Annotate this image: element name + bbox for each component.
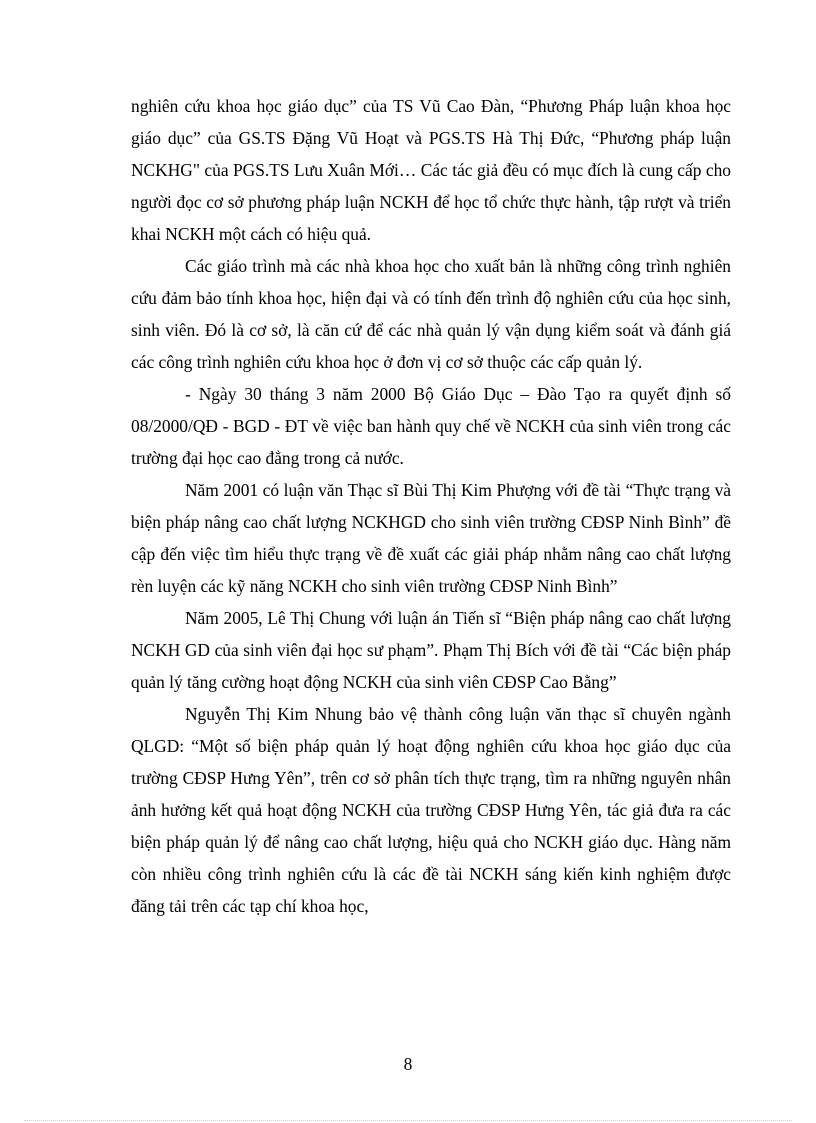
page-bottom-divider xyxy=(24,1120,792,1121)
paragraph-textbooks: Các giáo trình mà các nhà khoa học cho xuất bản là những công trình nghiên cứu đảm bảo tính khoa học, hiện đại và có tính đến trình độ nghiên cứu của học sinh, sinh viên. Đó là cơ sở, là căn cứ để các nhà quản lý vận dụng kiểm soát và đánh giá các công trình nghiên cứu khoa học ở đơn vị cơ sở thuộc các cấp quản lý. xyxy=(131,256,731,372)
page-number: 8 xyxy=(403,1054,413,1074)
paragraph-nguyen-thi-kim-nhung: Nguyễn Thị Kim Nhung bảo vệ thành công luận văn thạc sĩ chuyên ngành QLGD: “Một số biện pháp quản lý hoạt động nghiên cứu khoa học giáo dục của trường CĐSP Hưng Yên”, trên cơ sở phân tích thực trạng, tìm ra những nguyên nhân ảnh hưởng kết quả hoạt động NCKH của trường CĐSP Hưng Yên, tác giả đưa ra các biện pháp quản lý để nâng cao chất lượng, hiệu quả cho NCKH giáo dục. Hàng năm còn nhiều công trình nghiên cứu là các đề tài NCKH sáng kiến kinh nghiệm được đăng tải trên các tạp chí khoa học, xyxy=(131,704,731,916)
paragraph-thesis-2005: Năm 2005, Lê Thị Chung với luận án Tiến sĩ “Biện pháp nâng cao chất lượng NCKH GD của sinh viên đại học sư phạm”. Phạm Thị Bích với đề tài “Các biện pháp quản lý tăng cường hoạt động NCKH của sinh viên CĐSP Cao Bằng” xyxy=(131,608,731,692)
body-text xyxy=(131,90,731,922)
paragraph-decision-2000: - Ngày 30 tháng 3 năm 2000 Bộ Giáo Dục – Đào Tạo ra quyết định số 08/2000/QĐ - BGD - ĐT về việc ban hành quy chế về NCKH của sinh viên trong các trường đại học cao đẳng trong cả nước. xyxy=(131,384,731,468)
paragraph-continuation: nghiên cứu khoa học giáo dục” của TS Vũ Cao Đàn, “Phương Pháp luận khoa học giáo dục” của GS.TS Đặng Vũ Hoạt và PGS.TS Hà Thị Đức, “Phương pháp luận NCKHG" của PGS.TS Lưu Xuân Mới… Các tác giả đều có mục đích là cung cấp cho người đọc cơ sở phương pháp luận NCKH để học tổ chức thực hành, tập rượt và triển khai NCKH một cách có hiệu quả. xyxy=(131,96,731,244)
paragraph-thesis-2001: Năm 2001 có luận văn Thạc sĩ Bùi Thị Kim Phượng với đề tài “Thực trạng và biện pháp nâng cao chất lượng NCKHGD cho sinh viên trường CĐSP Ninh Bình” đề cập đến việc tìm hiểu thực trạng về đề xuất các giải pháp nhằm nâng cao chất lượng rèn luyện các kỹ năng NCKH cho sinh viên trường CĐSP Ninh Bình” xyxy=(131,480,731,596)
